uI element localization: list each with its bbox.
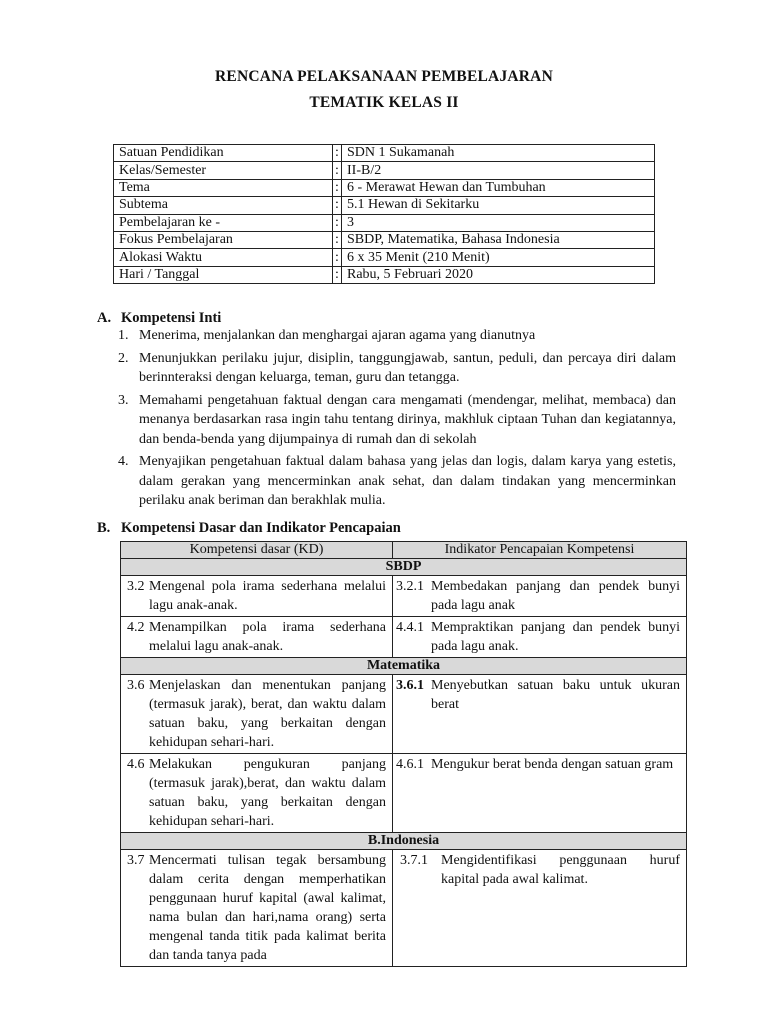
ik-text: Mengidentifikasi penggunaan huruf kapital pada awal kalimat. [441,853,680,887]
kd-row [121,754,687,833]
ik-content [393,675,686,715]
subject-row [121,559,687,576]
item-text: Menunjukkan perilaku jujur, disiplin, tanggungjawab, santun, peduli, dan percaya diri dalam berinnteraksi dengan keluarga, teman, guru dan tetangga. [139,350,676,385]
ik-cell [393,576,687,617]
identity-value: SBDP, Matematika, Bahasa Indonesia [342,231,655,248]
kd-text: Menampilkan pola irama sederhana melalui lagu anak-anak. [149,620,386,654]
ik-code: 3.2.1 [396,579,424,594]
kd-row [121,675,687,754]
kd-content [121,576,392,616]
identity-separator: : [333,145,342,162]
kd-table [120,541,687,967]
ik-content [393,576,686,616]
identity-label: Hari / Tanggal [114,266,333,283]
kd-content [121,617,392,657]
kompetensi-inti-item [118,452,676,511]
ik-content [393,617,686,657]
identity-label: Alokasi Waktu [114,249,333,266]
identity-separator: : [333,249,342,266]
identity-row [114,197,655,214]
document-subtitle: TEMATIK KELAS II [309,94,459,111]
kd-cell [121,850,393,967]
identity-separator: : [333,231,342,248]
identity-label: Subtema [114,197,333,214]
ik-code: 3.7.1 [400,853,428,868]
kd-text: Mencermati tulisan tegak bersambung dalam cerita dengan memperhatikan penggunaan huruf kapital (awal kalimat, nama bulan dan hari,nama orang) serta mengenal tanda titik pada kalimat berita dan tanda tanya pada [149,853,386,963]
kd-cell [121,675,393,754]
kd-code: 4.2 [127,620,145,635]
item-text: Menerima, menjalankan dan menghargai ajaran agama yang dianutnya [139,328,536,343]
item-number: 3. [118,392,129,408]
kd-text: Melakukan pengukuran panjang (termasuk jarak),berat, dan waktu dalam satuan baku, yang berkaitan dengan kehidupan sehari-hari. [149,757,386,829]
kompetensi-inti-item [118,349,676,388]
ik-text: Mengukur berat benda dengan satuan gram [431,757,674,772]
identity-separator: : [333,179,342,196]
identity-separator: : [333,214,342,231]
item-number: 1. [118,328,129,343]
kd-content [121,675,392,753]
identity-label: Tema [114,179,333,196]
kd-cell [121,754,393,833]
kd-row [121,576,687,617]
kd-code: 3.2 [127,579,145,594]
item-text: Menyajikan pengetahuan faktual dalam bahasa yang jelas dan logis, dalam karya yang estetis, dalam gerakan yang mencerminkan anak sehat, dan dalam tindakan yang mencerminkan perilaku anak beriman dan berakhlak mulia. [139,454,676,508]
kd-code: 3.6 [127,678,145,693]
subject-heading: Matematika [121,658,687,675]
identity-row [114,266,655,283]
identity-label: Pembelajaran ke - [114,214,333,231]
item-number: 4. [118,454,129,469]
identity-separator: : [333,197,342,214]
identity-separator: : [333,266,342,283]
identity-row [114,179,655,196]
ik-text: Membedakan panjang dan pendek bunyi pada lagu anak [431,579,680,613]
identity-row [114,162,655,179]
section-a-letter: A. [97,310,112,326]
section-a-heading [97,310,221,327]
kd-cell [121,576,393,617]
identity-row [114,231,655,248]
ik-content [393,850,686,890]
kd-text: Menjelaskan dan menentukan panjang (termasuk jarak), berat, dan waktu dalam satuan baku, yang berkaitan dengan kehidupan sehari-hari. [149,678,386,750]
ik-text: Menyebutkan satuan baku untuk ukuran berat [431,678,680,712]
ik-cell [393,617,687,658]
ik-cell [393,754,687,833]
ik-text: Mempraktikan panjang dan pendek bunyi pada lagu anak. [431,620,680,654]
document-title: RENCANA PELAKSANAAN PEMBELAJARAN [215,68,553,85]
identity-label: Satuan Pendidikan [114,145,333,162]
identity-value: 5.1 Hewan di Sekitarku [342,197,655,214]
kompetensi-inti-item [118,391,676,450]
identity-row [114,214,655,231]
kd-content [121,754,392,832]
section-b-letter: B. [97,520,111,536]
identity-separator: : [333,162,342,179]
item-number: 2. [118,350,129,366]
section-a-title: Kompetensi Inti [121,310,222,326]
section-b-heading [97,520,401,537]
kompetensi-inti-list [118,326,676,514]
subject-heading: B.Indonesia [121,833,687,850]
kompetensi-inti-item [118,326,676,346]
identity-value: 6 - Merawat Hewan dan Tumbuhan [342,179,655,196]
identity-value: SDN 1 Sukamanah [342,145,655,162]
identity-label: Fokus Pembelajaran [114,231,333,248]
identity-label: Kelas/Semester [114,162,333,179]
subject-row [121,833,687,850]
kd-column-header: Kompetensi dasar (KD) [121,542,393,559]
ik-cell [393,850,687,967]
identity-value: Rabu, 5 Februari 2020 [342,266,655,283]
item-text: Memahami pengetahuan faktual dengan cara mengamati (mendengar, melihat, membaca) dan menanya berdasarkan rasa ingin tahu tentang dirinya, makhluk ciptaan Tuhan dan kegiatannya, dan benda-benda yang dijumpainya di rumah dan di sekolah [139,392,676,447]
section-b-title: Kompetensi Dasar dan Indikator Pencapaian [121,520,401,536]
ik-code: 3.6.1 [396,678,424,693]
kd-row [121,850,687,967]
identity-table [113,144,655,284]
kd-cell [121,617,393,658]
identity-value: II-B/2 [342,162,655,179]
kd-code: 4.6 [127,757,145,772]
identity-row [114,249,655,266]
identity-row [114,145,655,162]
identity-value: 6 x 35 Menit (210 Menit) [342,249,655,266]
subject-row [121,658,687,675]
ik-content [393,754,686,775]
ik-cell [393,675,687,754]
kd-content [121,850,392,966]
kd-text: Mengenal pola irama sederhana melalui lagu anak-anak. [149,579,386,613]
kd-row [121,617,687,658]
subject-heading: SBDP [121,559,687,576]
identity-value: 3 [342,214,655,231]
kd-code: 3.7 [127,853,145,868]
ik-code: 4.6.1 [396,757,424,772]
ik-column-header: Indikator Pencapaian Kompetensi [393,542,687,559]
ik-code: 4.4.1 [396,620,424,635]
